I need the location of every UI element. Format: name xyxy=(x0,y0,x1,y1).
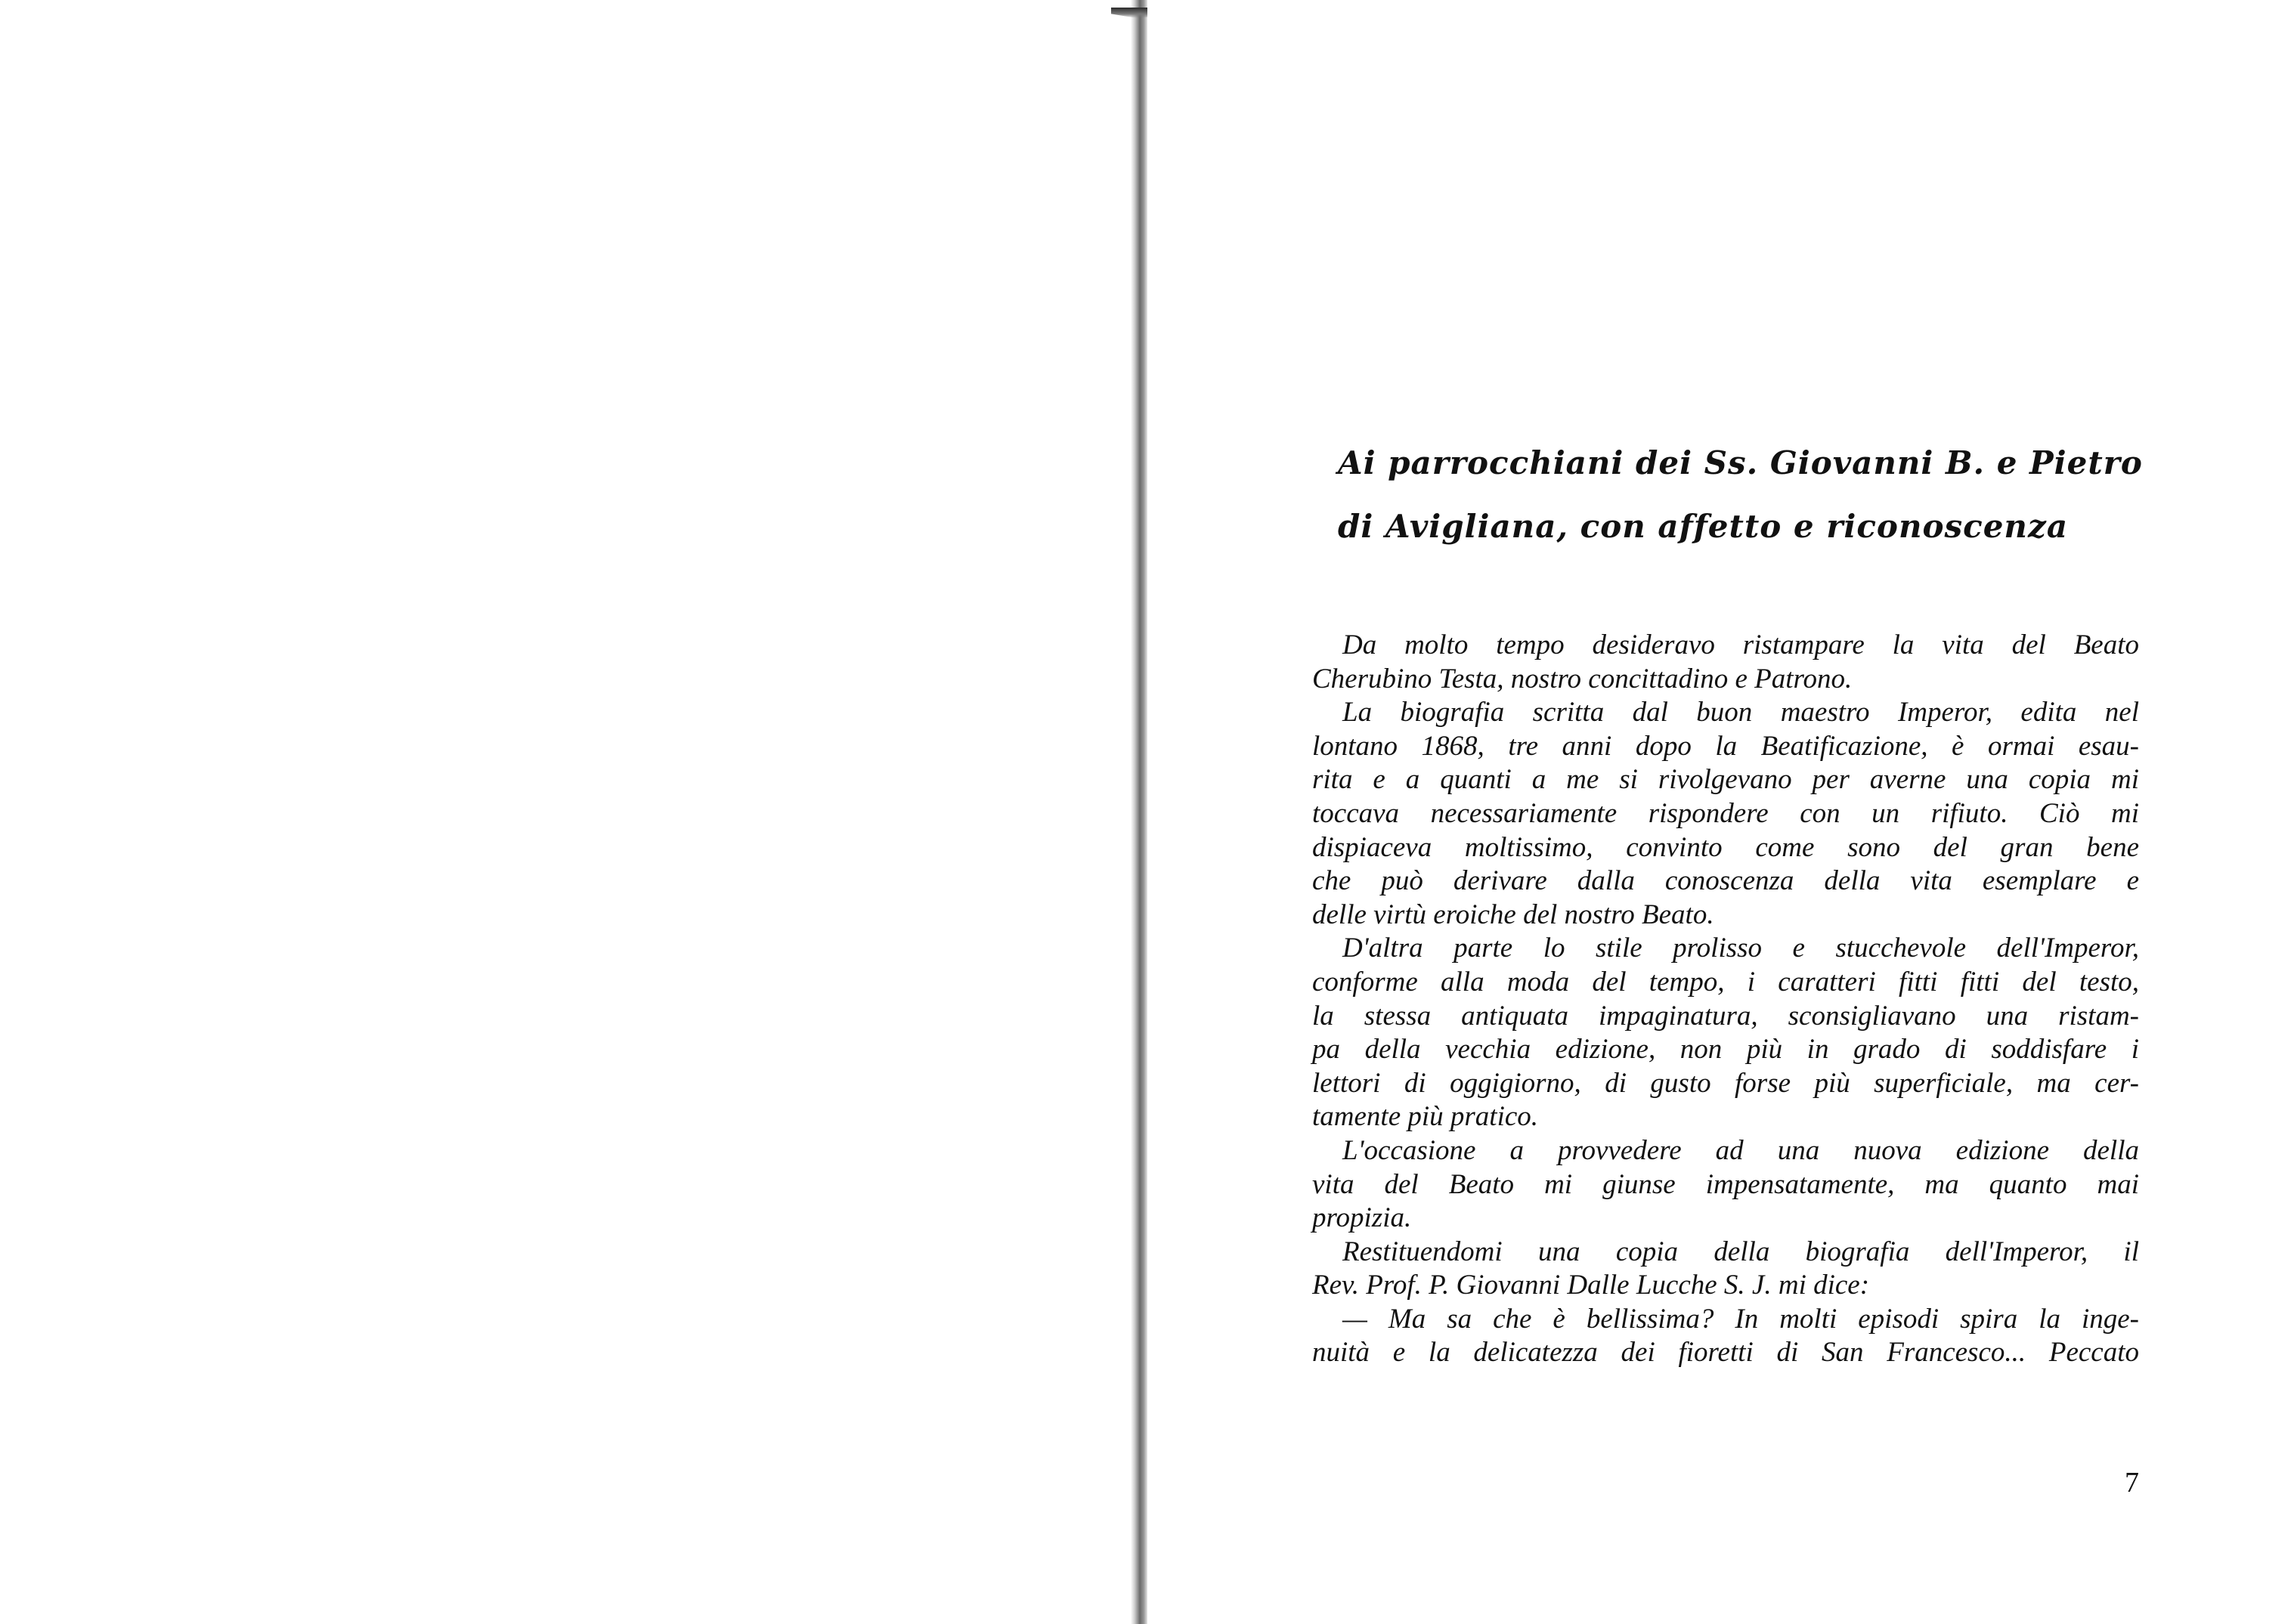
text-line: La biografia scritta dal buon maestro Imperor, edita nel xyxy=(1342,697,2139,728)
text-line: Restituendomi una copia della biografia dell'Imperor, il xyxy=(1342,1236,2139,1267)
text-line: lettori di oggigiorno, di gusto forse più superficiale, ma cer- xyxy=(1312,1067,2139,1099)
text-line: conforme alla moda del tempo, i caratteri fitti fitti del testo, xyxy=(1312,966,2139,998)
text-line: Cherubino Testa, nostro concittadino e Patrono. xyxy=(1312,663,1853,694)
text-line: toccava necessariamente rispondere con un rifiuto. Ciò mi xyxy=(1312,797,2139,829)
text-line: Da molto tempo desideravo ristampare la vita del Beato xyxy=(1342,629,2139,660)
text-line: delle virtù eroiche del nostro Beato. xyxy=(1312,899,1714,930)
dedication xyxy=(1338,442,2169,548)
text-line: — Ma sa che è bellissima? In molti episodi spira la inge- xyxy=(1342,1303,2139,1335)
body-text xyxy=(1312,629,2139,1370)
text-line: la stessa antiquata impaginatura, sconsigliavano una ristam- xyxy=(1312,1000,2139,1032)
text-line: lontano 1868, tre anni dopo la Beatificazione, è ormai esau- xyxy=(1312,730,2139,762)
text-line: Rev. Prof. P. Giovanni Dalle Lucche S. J. mi dice: xyxy=(1312,1270,1870,1301)
text-line: rita e a quanti a me si rivolgevano per averne una copia mi xyxy=(1312,764,2139,796)
text-line: propizia. xyxy=(1312,1202,1412,1234)
text-line: L'occasione a provvedere ad una nuova edizione della xyxy=(1342,1134,2139,1166)
page-number: 7 xyxy=(2125,1467,2139,1499)
text-line: pa della vecchia edizione, non più in grado di soddisfare i xyxy=(1312,1034,2139,1066)
text-line: D'altra parte lo stile prolisso e stucchevole dell'Imperor, xyxy=(1342,933,2139,964)
text-line: dispiaceva moltissimo, convinto come sono del gran bene xyxy=(1312,831,2139,863)
left-page-blank xyxy=(0,0,1134,1624)
right-page xyxy=(1147,0,2294,1624)
dedication-line-1: Ai parrocchiani dei Ss. Giovanni B. e Pietro xyxy=(1338,444,2143,481)
dedication-line-2: di Avigliana, con affetto e riconoscenza xyxy=(1338,508,2069,545)
book-gutter xyxy=(1131,0,1147,1624)
text-line: nuità e la delicatezza dei fioretti di San Francesco... Peccato xyxy=(1312,1337,2139,1369)
text-line: tamente più pratico. xyxy=(1312,1101,1539,1133)
text-line: vita del Beato mi giunse impensatamente, ma quanto mai xyxy=(1312,1168,2139,1200)
text-line: che può derivare dalla conoscenza della vita esemplare e xyxy=(1312,865,2139,897)
